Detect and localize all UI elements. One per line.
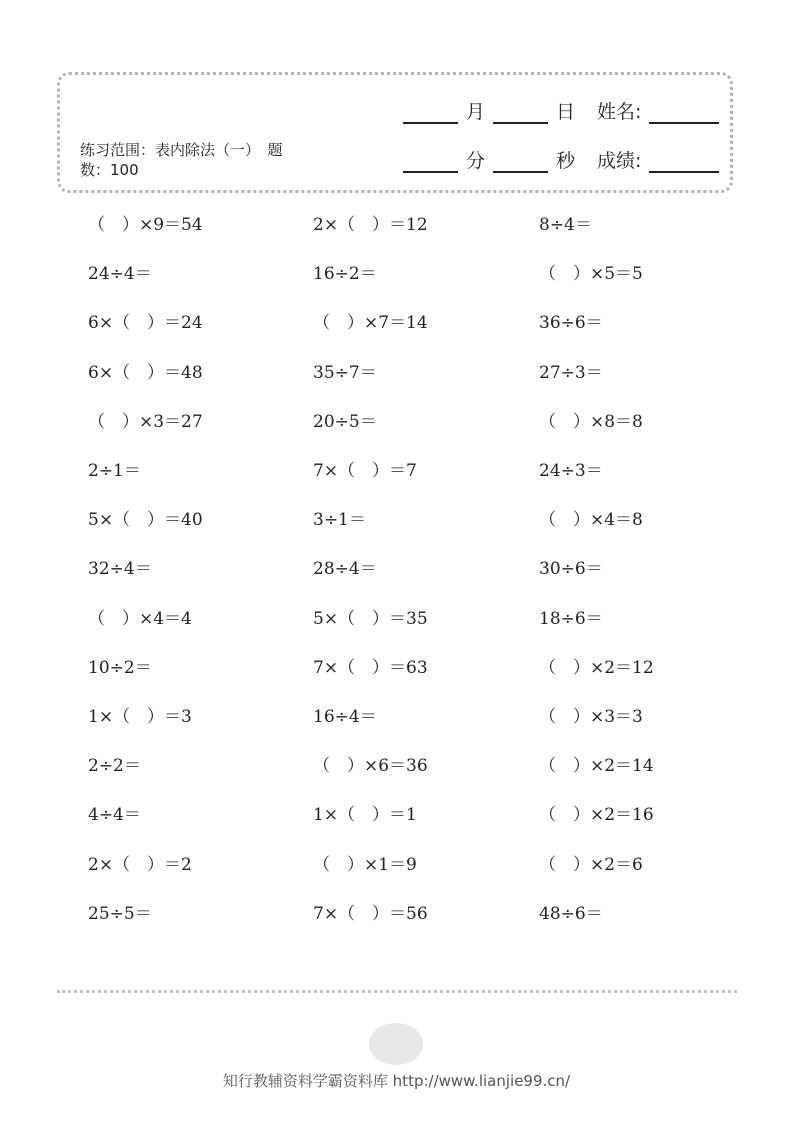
name-label: 姓名: (597, 101, 642, 123)
problem-r3-c3: 36÷6＝ (539, 313, 603, 333)
name-blank[interactable] (649, 104, 719, 124)
problem-r3-c2: （ ）×7＝14 (313, 313, 428, 333)
month-label: 月 (466, 101, 486, 123)
problem-r13-c1: 4÷4＝ (88, 805, 141, 825)
problem-r13-c3: （ ）×2＝16 (539, 805, 654, 825)
problem-r4-c2: 35÷7＝ (313, 363, 377, 383)
header-row-date-name (403, 97, 719, 124)
problem-r12-c2: （ ）×6＝36 (313, 756, 428, 776)
problem-r5-c2: 20÷5＝ (313, 412, 377, 432)
problem-r4-c1: 6×（ ）＝48 (88, 363, 203, 383)
problem-r2-c1: 24÷4＝ (88, 264, 152, 284)
problem-r14-c2: （ ）×1＝9 (313, 855, 417, 875)
problem-r15-c1: 25÷5＝ (88, 904, 152, 924)
header-row-time-score (403, 146, 719, 173)
score-label: 成绩: (597, 150, 642, 172)
problem-r2-c3: （ ）×5＝5 (539, 264, 643, 284)
second-blank[interactable] (493, 153, 548, 173)
problem-r5-c1: （ ）×3＝27 (88, 412, 203, 432)
problem-r8-c2: 28÷4＝ (313, 559, 377, 579)
problem-r1-c3: 8÷4＝ (539, 215, 592, 235)
problem-r10-c3: （ ）×2＝12 (539, 658, 654, 678)
footer-site-text: 知行教辅资料学霸资料库 http://www.lianjie99.cn/ (222, 1072, 571, 1090)
problem-r12-c3: （ ）×2＝14 (539, 756, 654, 776)
problem-r11-c1: 1×（ ）＝3 (88, 707, 192, 727)
month-blank[interactable] (403, 104, 458, 124)
problem-r12-c1: 2÷2＝ (88, 756, 141, 776)
second-label: 秒 (556, 150, 576, 172)
problem-r14-c1: 2×（ ）＝2 (88, 855, 192, 875)
problem-r11-c3: （ ）×3＝3 (539, 707, 643, 727)
problem-r4-c3: 27÷3＝ (539, 363, 603, 383)
page-number-badge (369, 1023, 423, 1065)
problem-r15-c2: 7×（ ）＝56 (313, 904, 428, 924)
footer-divider (57, 990, 737, 993)
problem-r8-c1: 32÷4＝ (88, 559, 152, 579)
problem-r7-c2: 3÷1＝ (313, 510, 366, 530)
minute-blank[interactable] (403, 153, 458, 173)
problem-r6-c2: 7×（ ）＝7 (313, 461, 417, 481)
problem-r6-c3: 24÷3＝ (539, 461, 603, 481)
problem-r3-c1: 6×（ ）＝24 (88, 313, 203, 333)
problem-r10-c1: 10÷2＝ (88, 658, 152, 678)
problem-r8-c3: 30÷6＝ (539, 559, 603, 579)
score-blank[interactable] (649, 153, 719, 173)
problem-r11-c2: 16÷4＝ (313, 707, 377, 727)
problem-r2-c2: 16÷2＝ (313, 264, 377, 284)
day-blank[interactable] (493, 104, 548, 124)
problem-r1-c2: 2×（ ）＝12 (313, 215, 428, 235)
minute-label: 分 (466, 150, 486, 172)
problem-r9-c2: 5×（ ）＝35 (313, 609, 428, 629)
problem-r9-c3: 18÷6＝ (539, 609, 603, 629)
problem-r7-c3: （ ）×4＝8 (539, 510, 643, 530)
problem-r10-c2: 7×（ ）＝63 (313, 658, 428, 678)
day-label: 日 (556, 101, 576, 123)
problem-r7-c1: 5×（ ）＝40 (88, 510, 203, 530)
problem-r1-c1: （ ）×9＝54 (88, 215, 203, 235)
problem-r15-c3: 48÷6＝ (539, 904, 603, 924)
practice-range-text: 练习范围：表内除法（一） 题数：100 (80, 141, 283, 179)
problem-r13-c2: 1×（ ）＝1 (313, 805, 417, 825)
problem-r14-c3: （ ）×2＝6 (539, 855, 643, 875)
problem-r9-c1: （ ）×4＝4 (88, 609, 192, 629)
problem-r5-c3: （ ）×8＝8 (539, 412, 643, 432)
problem-r6-c1: 2÷1＝ (88, 461, 141, 481)
